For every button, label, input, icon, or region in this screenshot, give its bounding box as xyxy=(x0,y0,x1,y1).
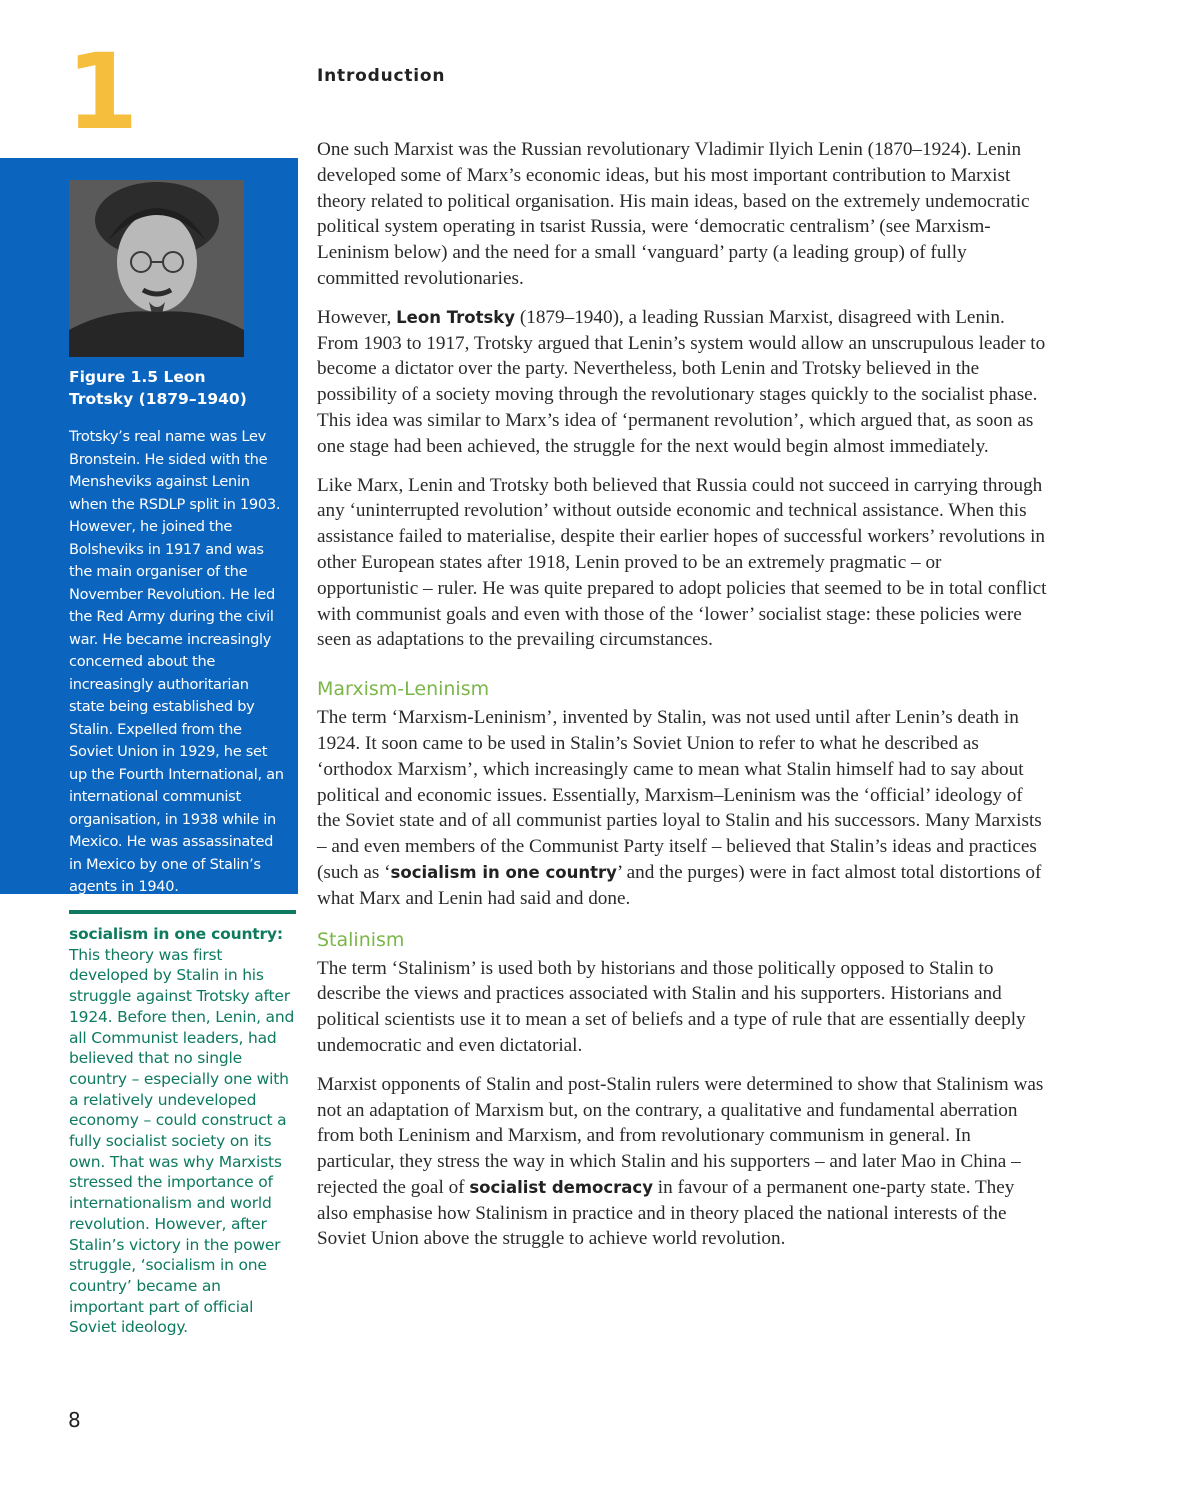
paragraph-trotsky xyxy=(317,305,1047,460)
paragraph-lenin: One such Marxist was the Russian revolutionary Vladimir Ilyich Lenin (1870–1924). Lenin developed some of Marx’s economic ideas, but his most important contribution to Marxist theory related to political organisation. His main ideas, based on the extremely undemocratic political system operating in tsarist Russia, were ‘democratic centralism’ (see Marxism-Leninism below) and the need for a small ‘vanguard’ party (a leading group) of fully committed revolutionaries. xyxy=(317,139,1030,289)
paragraph-opp-post: in favour of a permanent one-party state. They also emphasise how Stalinism in practice and in theory placed the national interests of the Soviet Union above the struggle to achieve world revolution. xyxy=(317,1176,1015,1250)
trotsky-portrait-image xyxy=(69,180,244,357)
heading-marxism-leninism: Marxism-Leninism xyxy=(317,678,490,701)
figure-description: Trotsky’s real name was Lev Bronstein. He sided with the Mensheviks against Lenin when the RSDLP split in 1903. However, he joined the Bolsheviks in 1917 and was the main organiser of the November Revolution. He led the Red Army during the civil war. He became increasingly concerned about the increasingly authoritarian state being established by Stalin. Expelled from the Soviet Union in 1929, he set up the Fourth International, an international communist organisation, in 1938 while in Mexico. He was assassinated in Mexico by one of Stalin’s agents in 1940. xyxy=(69,428,284,895)
keyword-socialism-in-one-country: socialism in one country xyxy=(390,862,617,882)
keyword-leon-trotsky: Leon Trotsky xyxy=(396,307,516,327)
glossary-box xyxy=(69,924,295,1338)
glossary-definition: This theory was first developed by Stalin in his struggle against Trotsky after 1924. Before then, Lenin, and all Communist leaders, had believed that no single country – especially one with a relatively undeveloped economy – could construct a fully socialist society on its own. That was why Marxists stressed the importance of internationalism and world revolution. However, after Stalin’s victory in the power struggle, ‘socialism in one country’ became an important part of official Soviet ideology. xyxy=(69,945,295,1337)
glossary-term: socialism in one country: xyxy=(69,925,283,943)
glossary-divider xyxy=(69,910,296,914)
keyword-socialist-democracy: socialist democracy xyxy=(469,1177,653,1197)
paragraph-stalinism-term: The term ‘Stalinism’ is used both by historians and those politically opposed to Stalin to describe the views and practices associated with Stalin and his supporters. Historians and political scientists use it to mean a set of beliefs and a type of rule that are essentially deeply undemocratic and even dictatorial. xyxy=(317,957,1026,1056)
paragraph-marxism-leninism xyxy=(317,705,1047,911)
paragraph-revolution: Like Marx, Lenin and Trotsky both believed that Russia could not succeed in carrying through any ‘uninterrupted revolution’ without outside economic and technical assistance. When this assistance failed to materialise, despite their earlier hopes of successful workers’ revolutions in other European states after 1918, Lenin proved to be an extremely pragmatic – or opportunistic – ruler. He was quite prepared to adopt policies that seemed to be in total conflict with communist goals and even with those of the ‘lower’ socialist stage: these policies were seen as adaptations to the prevailing circumstances. xyxy=(317,474,1047,651)
figure-caption-line2: Trotsky (1879–1940) xyxy=(69,390,247,408)
paragraph-trotsky-pre: However, xyxy=(317,306,397,328)
figure-caption xyxy=(69,366,269,410)
paragraph-trotsky-post: (1879–1940), a leading Russian Marxist, disagreed with Lenin. From 1903 to 1917, Trotsky argued that Lenin’s system would allow an unscrupulous leader to become a dictator over the party. Nevertheless, both Lenin and Trotsky believed in the possibility of a society moving through the revolutionary stages quickly to the socialist phase. This idea was similar to Marx’s idea of ‘permanent revolution’, which argued that, as soon as one stage had been achieved, the struggle for the next would begin almost immediately. xyxy=(317,306,1046,457)
page-number: 8 xyxy=(68,1408,81,1432)
main-text xyxy=(317,137,1047,1265)
paragraph-ml-post: ’ and the purges) were in fact almost total distortions of what Marx and Lenin had said and done. xyxy=(317,861,1042,909)
paragraph-ml-pre: The term ‘Marxism-Leninism’, invented by Stalin, was not used until after Lenin’s death in 1924. It soon came to be used in Stalin’s Soviet Union to refer to what he described as ‘orthodox Marxism’, which increasingly came to mean what Stalin himself had to say about political and economic issues. Essentially, Marxism–Leninism was the ‘official’ ideology of the Soviet state and of all communist parties loyal to Stalin and his successors. Many Marxists – and even members of the Communist Party itself – believed that Stalin’s ideas and practices (such as ‘ xyxy=(317,707,1042,883)
chapter-number: 1 xyxy=(66,31,139,153)
running-head: Introduction xyxy=(317,66,446,86)
figure-caption-line1: Figure 1.5 Leon xyxy=(69,368,206,386)
paragraph-opp-pre: Marxist opponents of Stalin and post-Stalin rulers were determined to show that Stalinism was not an adaptation of Marxism but, on the contrary, a qualitative and fundamental aberration from both Leninism and Marxism, and from revolutionary communism in general. In particular, they stress the way in which Stalin and his supporters – and later Mao in China – rejected the goal of xyxy=(317,1073,1044,1198)
heading-stalinism: Stalinism xyxy=(317,928,405,951)
paragraph-stalinism-opponents xyxy=(317,1072,1047,1253)
